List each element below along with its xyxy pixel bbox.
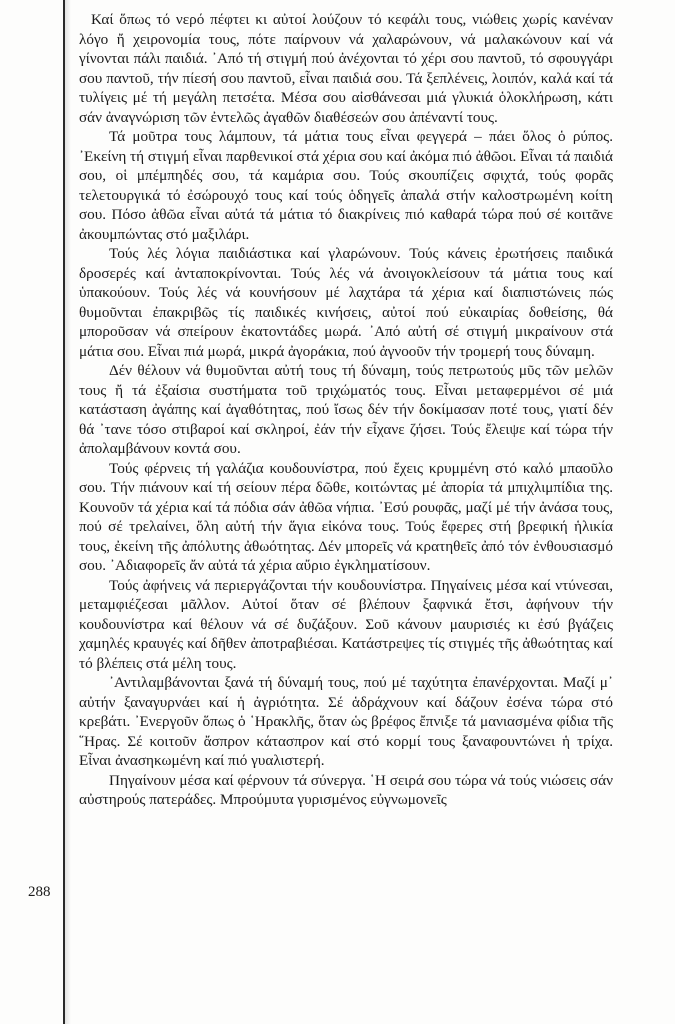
paragraph: Τούς φέρνεις τή γαλάζια κουδουνίστρα, πού ἔχεις κρυμμένη στό καλό μπαοῦλο σου. Τήν πιάνουν καί τή σείουν πέρα δῶθε, κοιτώντας μέ ἀπορία τά μπιχλιμπίδια της. Κουνοῦν τά χέρια καί τά πόδια σάν ἀθῶα νήπια. ᾿Εσύ ρουφᾶς, μαζί μέ τήν ἀνάσα τους, πού σέ τρελαίνει, ὅλη αὐτή τήν ἅγια εἰκόνα τους. Τούς ἔφερες στή βρεφική ἡλικία τους, ἐκείνη τῆς ἀπόλυτης ἀθωότητας. Δέν μπορεῖς νά κρατηθεῖς ἀπό τόν ἐνθουσιασμό σου. ᾿Αδιαφορεῖς ἄν αὐτά τά χέρια αὔριο ἐγκληματίσουν. (79, 459, 613, 574)
paragraph: Τούς λές λόγια παιδιάστικα καί γλαρώνουν. Τούς κάνεις ἐρωτήσεις παιδικά δροσερές καί ἀνταποκρίνονται. Τούς λές νά ἀνοιγοκλείσουν τά μάτια τους καί ὑπακούουν. Τούς λές νά κουνήσουν μέ λαχτάρα τά χέρια καί διαπιστώνεις πώς θυμοῦνται ἐπακριβῶς τίς παιδικές κινήσεις, αὐτοί πού εὐκαιρίας δοθείσης, θά μποροῦσαν νά σπείρουν ἑκατοντάδες μωρά. ᾿Από αὐτή σέ στιγμή μικραίνουν στά μάτια σου. Εἶναι πιά μωρά, μικρά ἀγοράκια, πού ἀγνοοῦν τήν τρομερή τους δύναμη. (79, 245, 613, 360)
paragraph: Τούς ἀφήνεις νά περιεργάζονται τήν κουδουνίστρα. Πηγαίνεις μέσα καί ντύνεσαι, μεταμφιέζεσαι μᾶλλον. Αὐτοί ὅταν σέ βλέπουν ξαφνικά ἔτσι, ἀφήνουν τήν κουδουνίστρα καί θέλουν νά σέ δυζάξουν. Σοῦ κάνουν μαυρισιές κι ἐσύ βγάζεις χαμηλές κραυγές καί δῆθεν ἀποτραβιέσαι. Κατάστρεψες τίς στιγμές τῆς ἀθωότητας καί τό βλέπεις στά μέλη τους. (79, 576, 613, 672)
paragraph: Πηγαίνουν μέσα καί φέρνουν τά σύνεργα. ῾Η σειρά σου τώρα νά τούς νιώσεις σάν αὐστηρούς πατεράδες. Μπρούμυτα γυρισμένος εὐγνωμονεῖς (79, 771, 613, 808)
body-text (79, 10, 613, 810)
page-gutter-shadow (65, 0, 71, 1024)
paragraph: Καί ὅπως τό νερό πέφτει κι αὐτοί λούζουν τό κεφάλι τους, νιώθεις χωρίς κανέναν λόγο ἤ χειρονομία τους, πότε παίρνουν νά χαλαρώνουν, νά μαλακώνουν καί νά γίνονται πάλι παιδιά. ᾿Από τή στιγμή πού ἀνέχονται τό χέρι σου παντοῦ, τό σφουγγάρι σου παντοῦ, τήν πίεσή σου παντοῦ, εἶναι παιδιά σου. Τά ξεπλένεις, λοιπόν, καλά καί τά τυλίγεις μέ τή μεγάλη πετσέτα. Μέσα σου αἰσθάνεσαι μιά γλυκιά ὁλοκλήρωση, κάτι σάν ἀναγνώριση τῶν ἐντελῶς ἀγαθῶν διαθέσεών σου ἀπέναντί τους. (79, 11, 613, 126)
paragraph: ᾿Αντιλαμβάνονται ξανά τή δύναμή τους, πού μέ ταχύτητα ἐπανέρχονται. Μαζί μ᾽ αὐτήν ξαναγυρνάει καί ἡ ἀγριότητα. Σέ ἁδράχνουν καί δάζουν ἐσένα τώρα στό κρεβάτι. ᾿Ενεργοῦν ὅπως ὁ ῾Ηρακλῆς, ὅταν ὡς βρέφος ἔπνιξε τά μανιασμένα φίδια τῆς ῞Ηρας. Σέ κοιτοῦν ἄσπρον κάτασπρον καί στό κορμί τους ξαναφουντώνει ἡ τρίχα. Εἶναι ἀνασηκωμένη καί πιό γυαλιστερή. (79, 674, 613, 769)
page-number: 288 (28, 884, 51, 900)
paragraph: Δέν θέλουν νά θυμοῦνται αὐτή τους τή δύναμη, τούς πετρωτούς μῦς τῶν μελῶν τους ἤ τά ἐξαίσια συστήματα τοῦ τριχώματός τους. Εἶναι μεταφερμένοι σέ μιά κατάσταση ἀγάπης καί ἀγαθότητας, πού ἴσως δέν τήν δοκίμασαν ποτέ τους, γιατί δέν θά ᾽τανε τόσο στιβαροί καί σκληροί, ἐάν τήν εἶχανε ζήσει. Τούς ἔλειψε καί τώρα τήν ἀπολαμβάνουν κοντά σου. (79, 362, 613, 457)
paragraph: Τά μοῦτρα τους λάμπουν, τά μάτια τους εἶναι φεγγερά – πάει ὅλος ὁ ρύπος. ᾿Εκείνη τή στιγμή εἶναι παρθενικοί στά χέρια σου καί ἀκόμα πιό ἀθῶοι. Εἶναι τά παιδιά σου, οἱ μπέμπηδές σου, τά καμάρια σου. Τούς σκουπίζεις σφιχτά, τούς φορᾶς τελετουργικά τό ἐσώρουχό τους καί τούς ὁδηγεῖς ἁπαλά στήν καλοστρωμένη κοίτη σου. Πόσο ἀθῶα εἶναι αὐτά τά μάτια τό διακρίνεις πιό καθαρά τώρα πού σέ κοιτᾶνε ἀκουμπώντας στό μαξιλάρι. (79, 128, 613, 243)
